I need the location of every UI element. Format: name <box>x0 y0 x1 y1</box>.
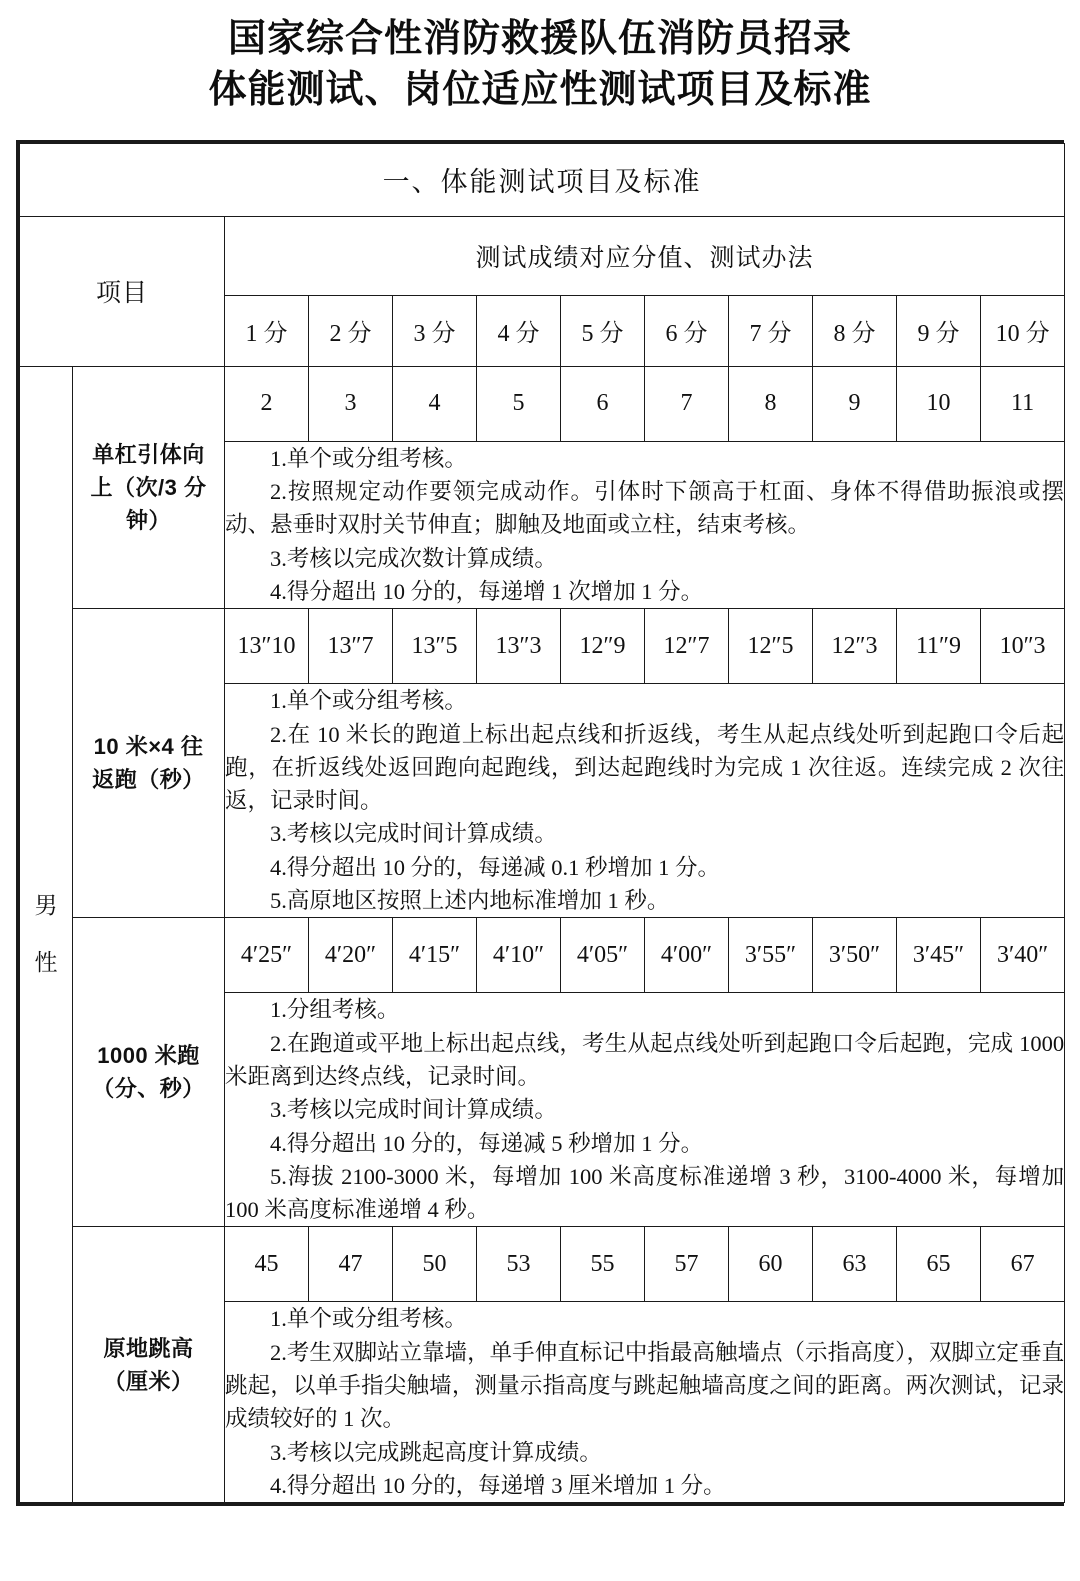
value-shuttle-10: 10″3 <box>981 609 1065 684</box>
item-name-1000m-run-line2: （分、秒） <box>92 1076 205 1102</box>
description-shuttle-item-5: 5.高原地区按照上述内地标准增加 1 秒。 <box>270 888 670 914</box>
item-name-shuttle-run-line2: 返跑（秒） <box>92 767 205 793</box>
description-jump-item-2: 2.考生双脚站立靠墙，单手伸直标记中指最高触墙点（示指高度），双脚立定垂直跳起，以单手指尖触墙，测量示指高度与跳起触墙高度之间的距离。两次测试，记录成绩较好的 1 次。 <box>225 1339 1065 1432</box>
table-body <box>20 143 1065 1502</box>
item-name-vertical-jump <box>73 1227 225 1503</box>
item-name-shuttle-run <box>73 609 225 918</box>
description-1000m-item-4: 4.得分超出 10 分的，每递减 5 秒增加 1 分。 <box>270 1130 704 1156</box>
score-header-9: 9 分 <box>897 295 981 366</box>
score-header-4: 4 分 <box>477 295 561 366</box>
description-jump-item-3: 3.考核以完成跳起高度计算成绩。 <box>270 1439 602 1465</box>
item-row-pullup-values <box>20 366 1065 441</box>
description-pullup <box>225 441 1065 608</box>
value-pullup-9: 10 <box>897 366 981 441</box>
value-1000m-9: 3′45″ <box>897 918 981 993</box>
value-1000m-7: 3′55″ <box>729 918 813 993</box>
value-jump-6: 57 <box>645 1227 729 1302</box>
score-header-7: 7 分 <box>729 295 813 366</box>
value-pullup-5: 6 <box>561 366 645 441</box>
item-row-shuttle-values <box>20 609 1065 684</box>
description-pullup-item-4: 4.得分超出 10 分的，每递增 1 次增加 1 分。 <box>270 579 704 604</box>
description-1000m-item-2: 2.在跑道或平地上标出起点线，考生从起点线处听到起跑口令后起跑，完成 1000 米距离到达终点线，记录时间。 <box>225 1030 1065 1089</box>
document-title <box>0 0 1080 126</box>
item-name-pullup <box>73 366 225 608</box>
description-1000m-run <box>225 993 1065 1227</box>
description-jump-item-4: 4.得分超出 10 分的，每递增 3 厘米增加 1 分。 <box>270 1472 726 1498</box>
score-header-5: 5 分 <box>561 295 645 366</box>
value-shuttle-8: 12″3 <box>813 609 897 684</box>
item-name-1000m-run <box>73 918 225 1227</box>
item-row-1000m-values <box>20 918 1065 993</box>
description-1000m-item-3: 3.考核以完成时间计算成绩。 <box>270 1097 557 1123</box>
item-row-vertical-jump-values <box>20 1227 1065 1302</box>
section-heading: 一、体能测试项目及标准 <box>20 143 1065 216</box>
score-header-3: 3 分 <box>393 295 477 366</box>
value-jump-2: 47 <box>309 1227 393 1302</box>
value-pullup-4: 5 <box>477 366 561 441</box>
value-pullup-7: 8 <box>729 366 813 441</box>
section-heading-row <box>20 143 1065 216</box>
value-pullup-3: 4 <box>393 366 477 441</box>
value-pullup-8: 9 <box>813 366 897 441</box>
item-name-vertical-jump-line2: （厘米） <box>103 1368 194 1394</box>
gender-char-2: 性 <box>34 949 58 975</box>
value-shuttle-5: 12″9 <box>561 609 645 684</box>
description-pullup-item-2: 2.按照规定动作要领完成动作。引体时下颌高于杠面、身体不得借助振浪或摆动、悬垂时双肘关节伸直；脚触及地面或立柱，结束考核。 <box>225 479 1065 538</box>
value-jump-4: 53 <box>477 1227 561 1302</box>
value-pullup-6: 7 <box>645 366 729 441</box>
value-jump-9: 65 <box>897 1227 981 1302</box>
value-1000m-10: 3′40″ <box>981 918 1065 993</box>
value-1000m-2: 4′20″ <box>309 918 393 993</box>
item-name-shuttle-run-line1: 10 米×4 往 <box>93 734 204 760</box>
value-jump-8: 63 <box>813 1227 897 1302</box>
value-pullup-1: 2 <box>225 366 309 441</box>
title-line-1: 国家综合性消防救援队伍消防员招录 <box>227 18 852 60</box>
description-shuttle-item-4: 4.得分超出 10 分的，每递减 0.1 秒增加 1 分。 <box>270 854 721 880</box>
description-pullup-item-1: 1.单个或分组考核。 <box>270 445 467 471</box>
item-column-header: 项目 <box>20 216 225 366</box>
value-1000m-6: 4′00″ <box>645 918 729 993</box>
description-1000m-item-1: 1.分组考核。 <box>270 997 400 1023</box>
value-shuttle-3: 13″5 <box>393 609 477 684</box>
value-jump-10: 67 <box>981 1227 1065 1302</box>
value-jump-7: 60 <box>729 1227 813 1302</box>
item-name-pullup-line2: 上（次/3 分 <box>90 475 207 501</box>
standards-table <box>19 143 1065 1503</box>
score-header-10: 10 分 <box>981 295 1065 366</box>
score-column-group-header: 测试成绩对应分值、测试办法 <box>225 216 1065 295</box>
value-1000m-1: 4′25″ <box>225 918 309 993</box>
description-vertical-jump <box>225 1302 1065 1503</box>
gender-column-male <box>20 366 73 1502</box>
header-row-top <box>20 216 1065 295</box>
value-jump-1: 45 <box>225 1227 309 1302</box>
item-name-pullup-line1: 单杠引体向 <box>92 442 205 468</box>
item-name-1000m-run-line1: 1000 米跑 <box>97 1043 200 1069</box>
value-shuttle-9: 11″9 <box>897 609 981 684</box>
value-shuttle-4: 13″3 <box>477 609 561 684</box>
description-pullup-item-3: 3.考核以完成次数计算成绩。 <box>270 545 557 571</box>
gender-char-1: 男 <box>34 893 58 919</box>
value-jump-3: 50 <box>393 1227 477 1302</box>
score-header-2: 2 分 <box>309 295 393 366</box>
description-shuttle-item-3: 3.考核以完成时间计算成绩。 <box>270 821 557 847</box>
value-shuttle-6: 12″7 <box>645 609 729 684</box>
standards-table-container <box>16 140 1064 1506</box>
score-header-6: 6 分 <box>645 295 729 366</box>
value-jump-5: 55 <box>561 1227 645 1302</box>
value-1000m-4: 4′10″ <box>477 918 561 993</box>
description-shuttle-run <box>225 684 1065 918</box>
description-jump-item-1: 1.单个或分组考核。 <box>270 1306 467 1332</box>
description-shuttle-item-2: 2.在 10 米长的跑道上标出起点线和折返线，考生从起点线处听到起跑口令后起跑，在折返线处返回跑向起跑线，到达起跑线时为完成 1 次往返。连续完成 2 次往返，记录时间。 <box>225 721 1065 814</box>
value-shuttle-7: 12″5 <box>729 609 813 684</box>
score-header-8: 8 分 <box>813 295 897 366</box>
value-pullup-10: 11 <box>981 366 1065 441</box>
title-line-2: 体能测试、岗位适应性测试项目及标准 <box>208 68 872 111</box>
value-1000m-3: 4′15″ <box>393 918 477 993</box>
value-shuttle-1: 13″10 <box>225 609 309 684</box>
item-name-pullup-line3: 钟） <box>125 508 171 534</box>
value-shuttle-2: 13″7 <box>309 609 393 684</box>
score-header-1: 1 分 <box>225 295 309 366</box>
item-name-vertical-jump-line1: 原地跳高 <box>103 1335 194 1361</box>
value-pullup-2: 3 <box>309 366 393 441</box>
description-shuttle-item-1: 1.单个或分组考核。 <box>270 688 467 714</box>
description-1000m-item-5: 5.海拔 2100-3000 米，每增加 100 米高度标准递增 3 秒，3100-4000 米，每增加 100 米高度标准递增 4 秒。 <box>225 1163 1065 1223</box>
value-1000m-8: 3′50″ <box>813 918 897 993</box>
value-1000m-5: 4′05″ <box>561 918 645 993</box>
